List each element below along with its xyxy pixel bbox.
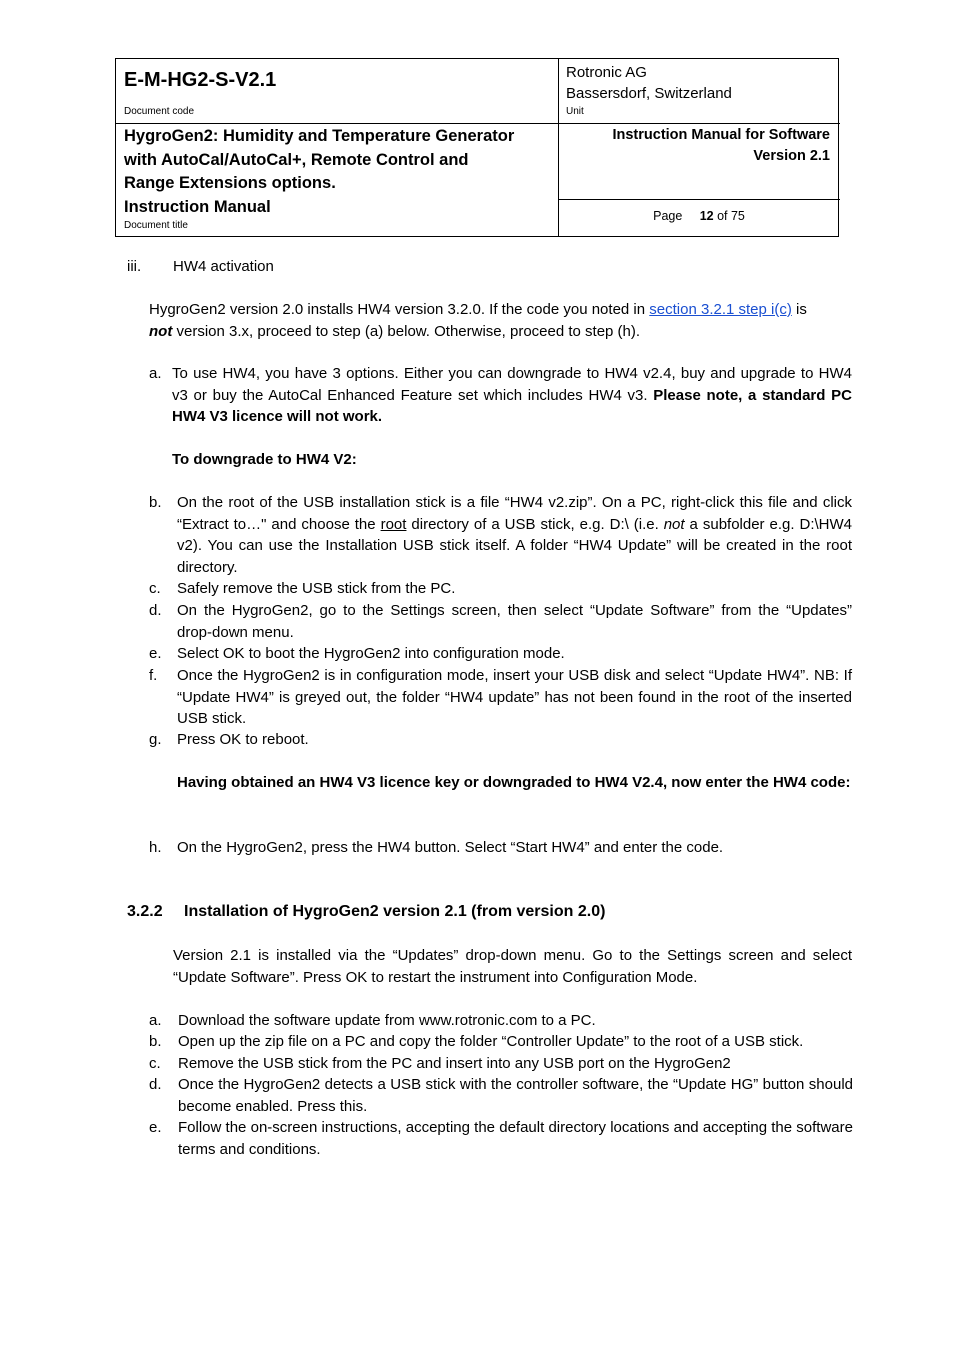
install-step-a-marker: a. [149, 1012, 162, 1029]
document-title-label: Document title [124, 220, 188, 231]
manual-type-line2: Version 2.1 [753, 148, 830, 164]
step-b: On the root of the USB installation stick is a file “HW4 v2.zip”. On a PC, right-click this file and click “Extract to…" and choose the root directory of a USB stick, e.g. D:\ (i.e. not a subfolder e.g. D:\HW4 v2). You can use the Installation USB stick itself. A folder “HW4 Update” will be created in the root directory. [177, 494, 853, 576]
document-title [124, 125, 554, 219]
step-g: Press OK to reboot. [177, 731, 309, 748]
unit-name-line1: Rotronic AG [566, 64, 647, 81]
page-number: 12 [699, 209, 714, 223]
section-intro: Version 2.1 is installed via the “Updates” drop-down menu. Go to the Settings screen and select “Update Software”. Press OK to restart the instrument into Configuration Mode. [173, 947, 852, 986]
downgrade-heading: To downgrade to HW4 V2: [172, 451, 357, 468]
install-step-c-marker: c. [149, 1055, 161, 1072]
hw4-numeral: iii. [127, 258, 142, 275]
document-code: E-M-HG2-S-V2.1 [124, 69, 277, 91]
hw4-heading: HW4 activation [173, 258, 274, 275]
install-step-b: Open up the zip file on a PC and copy the folder “Controller Update” to the root of a USB stick. [178, 1033, 804, 1050]
step-d: On the HygroGen2, go to the Settings screen, then select “Update Software” from the “Updates” drop-down menu. [177, 602, 852, 641]
document-header-table [115, 58, 839, 237]
page-info [558, 209, 840, 223]
step-a: To use HW4, you have 3 options. Either you can downgrade to HW4 v2.4, buy and upgrade to HW4 v3 or buy the AutoCal Enhanced Feature set which includes HW4 v3. Please note, a standard PC HW4 V3 licence will not work. [172, 365, 852, 425]
step-f-marker: f. [149, 667, 158, 684]
step-a-marker: a. [149, 365, 162, 382]
step-f: Once the HygroGen2 is in configuration mode, insert your USB disk and select “Update HW4”. NB: If “Update HW4” is greyed out, the folder “HW4 update” has not been found in the root of the inserted USB stick. [177, 667, 852, 727]
step-h-marker: h. [149, 839, 162, 856]
step-e-marker: e. [149, 645, 162, 662]
section-title: Installation of HygroGen2 version 2.1 (from version 2.0) [184, 903, 606, 920]
page-label: Page [653, 209, 683, 223]
step-d-marker: d. [149, 602, 162, 619]
step-h: On the HygroGen2, press the HW4 button. Select “Start HW4” and enter the code. [177, 839, 724, 856]
install-step-d: Once the HygroGen2 detects a USB stick with the controller software, the “Update HG” button should become enabled. Press this. [178, 1076, 853, 1115]
unit-label: Unit [566, 106, 584, 117]
install-step-d-marker: d. [149, 1076, 162, 1093]
step-e: Select OK to boot the HygroGen2 into configuration mode. [177, 645, 565, 662]
page-total: of 75 [717, 209, 745, 223]
install-step-e-marker: e. [149, 1119, 162, 1136]
install-step-b-marker: b. [149, 1033, 162, 1050]
unit-name [566, 62, 732, 104]
section-3-2-1-link[interactable]: section 3.2.1 step i(c) [649, 301, 792, 318]
document-code-label: Document code [124, 106, 195, 117]
section-number: 3.2.2 [127, 903, 163, 920]
document-title-line4: Instruction Manual [124, 197, 271, 216]
document-title-line2: with AutoCal/AutoCal+, Remote Control and [124, 150, 469, 169]
document-title-line3: Range Extensions options. [124, 174, 336, 192]
step-c: Safely remove the USB stick from the PC. [177, 580, 456, 597]
manual-type-line1: Instruction Manual for Software [612, 127, 830, 143]
unit-name-line2: Bassersdorf, Switzerland [566, 85, 732, 102]
install-step-a: Download the software update from www.rotronic.com to a PC. [178, 1012, 596, 1029]
install-step-e: Follow the on-screen instructions, accepting the default directory locations and accepting the software terms and conditions. [178, 1119, 853, 1158]
step-g-marker: g. [149, 731, 162, 748]
step-c-marker: c. [149, 580, 161, 597]
document-title-line1: HygroGen2: Humidity and Temperature Generator [124, 127, 515, 145]
manual-type [566, 125, 830, 167]
install-step-c: Remove the USB stick from the PC and insert into any USB port on the HygroGen2 [178, 1055, 731, 1072]
hw4-intro: HygroGen2 version 2.0 installs HW4 version 3.2.0. If the code you noted in section 3.2.1 step i(c) is not version 3.x, proceed to step (a) below. Otherwise, proceed to step (h). [149, 301, 807, 340]
obtained-note: Having obtained an HW4 V3 licence key or downgraded to HW4 V2.4, now enter the HW4 code: [177, 774, 851, 791]
step-b-marker: b. [149, 494, 162, 511]
